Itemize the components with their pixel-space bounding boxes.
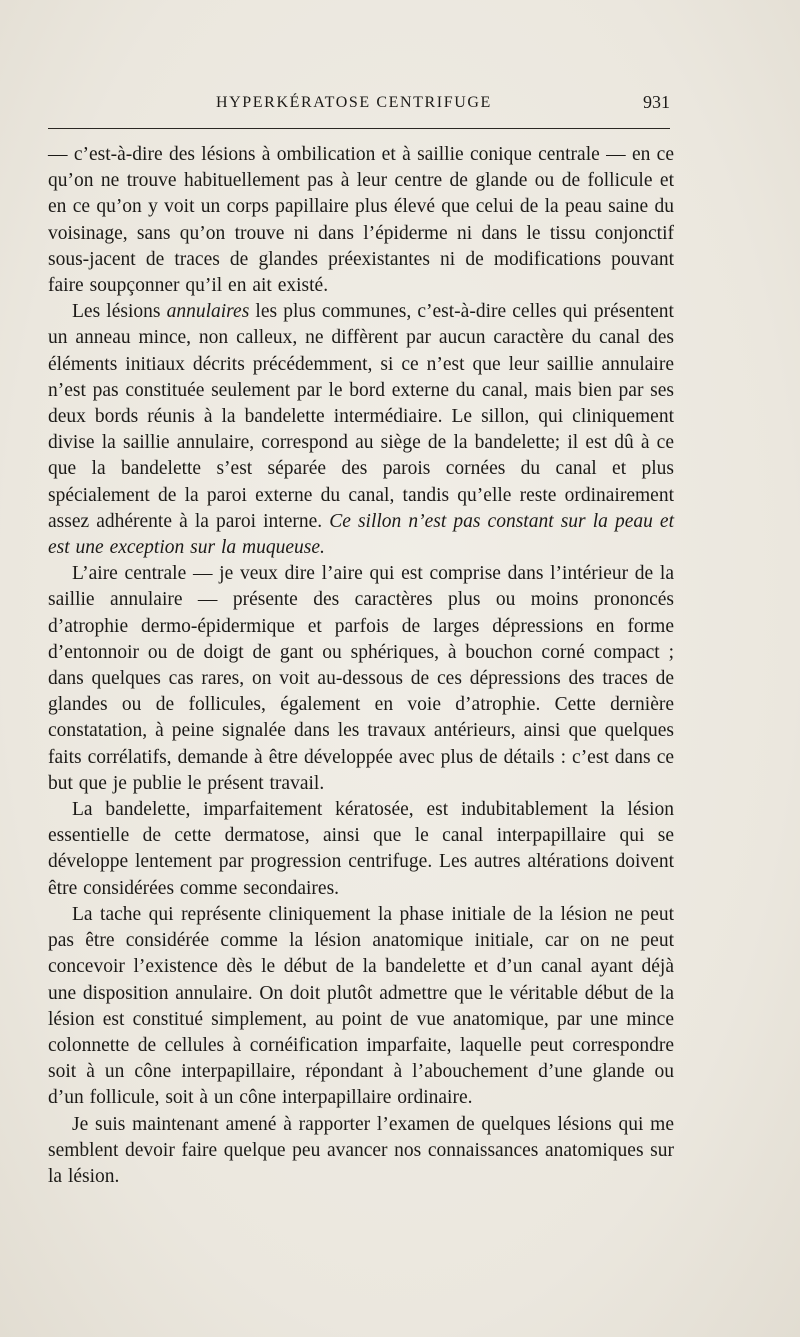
- paragraph-text: Les lésions: [72, 301, 167, 323]
- running-header: [48, 92, 674, 120]
- paragraph-text: La bandelette, imparfaitement kératosée, est indubitablement la lésion essentielle de cette dermatose, ainsi que le canal interpapillaire qui se développe lentement par progression centrifuge. Les autres altérations doivent être considérées comme secondaires.: [48, 799, 674, 899]
- paragraph-3: [48, 561, 674, 797]
- paragraph-4: [48, 797, 674, 902]
- paragraph-text: La tache qui représente cliniquement la phase initiale de la lésion ne peut pas être considérée comme la lésion anatomique initiale, car on ne peut concevoir l’existence dès le début de la bandelette et d’un canal ayant déjà une disposition annulaire. On doit plutôt admettre que le véritable début de la lésion est constitué simplement, au point de vue anatomique, par une mince colonnette de cellules à cornéification imparfaite, laquelle peut correspondre soit à un cône interpapillaire, répondant à l’abouchement d’une glande ou d’un follicule, soit à un cône interpapillaire ordinaire.: [48, 903, 674, 1109]
- body-text: [48, 142, 674, 1190]
- paragraph-6: [48, 1112, 674, 1191]
- paragraph-text: Je suis maintenant amené à rapporter l’examen de quelques lésions qui me semblent devoir faire quelque peu avancer nos connaissances anatomiques sur la lésion.: [48, 1113, 674, 1187]
- header-rule: [48, 128, 670, 129]
- paragraph-2: [48, 299, 674, 561]
- italic-term: annulaires: [166, 301, 250, 323]
- paragraph-1: [48, 142, 674, 299]
- page-number: 931: [643, 92, 670, 112]
- paragraph-text: L’aire centrale — je veux dire l’aire qui est comprise dans l’intérieur de la saillie annulaire — présente des caractères plus ou moins prononcés d’atrophie dermo-épidermique et parfois de larges dépressions en forme d’entonnoir ou de doigt de gant ou sphériques, à bouchon corné compact ; dans quelques cas rares, on voit au-dessous de ces dépressions des traces de glandes ou de follicules, également en voie d’atrophie. Cette dernière constatation, à peine signalée dans les travaux antérieurs, ainsi que quelques faits corrélatifs, demande à être développée avec plus de détails : c’est dans ce but que je publie le présent travail.: [48, 563, 674, 794]
- paragraph-text: — c’est-à-dire des lésions à ombilication et à saillie conique centrale — en ce qu’on ne trouve habituellement pas à leur centre de glande ou de follicule et en ce qu’on y voit un corps papillaire plus élevé que celui de la peau saine du voisinage, sans qu’on trouve ni dans l’épiderme ni dans le tissu conjonctif sous-jacent de traces de glandes préexistantes ni de modifications pouvant faire soupçonner qu’il en ait existé.: [48, 144, 674, 297]
- italic-sentence: Ce sillon n’est pas constant sur la peau et est une exception sur la muqueuse.: [48, 510, 675, 559]
- running-title: HYPERKÉRATOSE CENTRIFUGE: [216, 94, 492, 111]
- paragraph-5: [48, 902, 674, 1112]
- paragraph-text: les plus communes, c’est-à-dire celles qui présentent un anneau mince, non calleux, ne diffèrent par aucun caractère du canal des éléments initiaux décrits précédemment, si ce n’est que leur saillie annulaire n’est pas constituée seulement par le bord externe du canal, mais bien par ses deux bords réunis à la bandelette intermédiaire. Le sillon, qui cliniquement divise la saillie annulaire, correspond au siège de la bandelette; il est dû à ce que la bandelette s’est séparée des parois cornées du canal et plus spécialement de la paroi externe du canal, tandis qu’elle reste ordinairement assez adhérente à la paroi interne.: [48, 301, 674, 532]
